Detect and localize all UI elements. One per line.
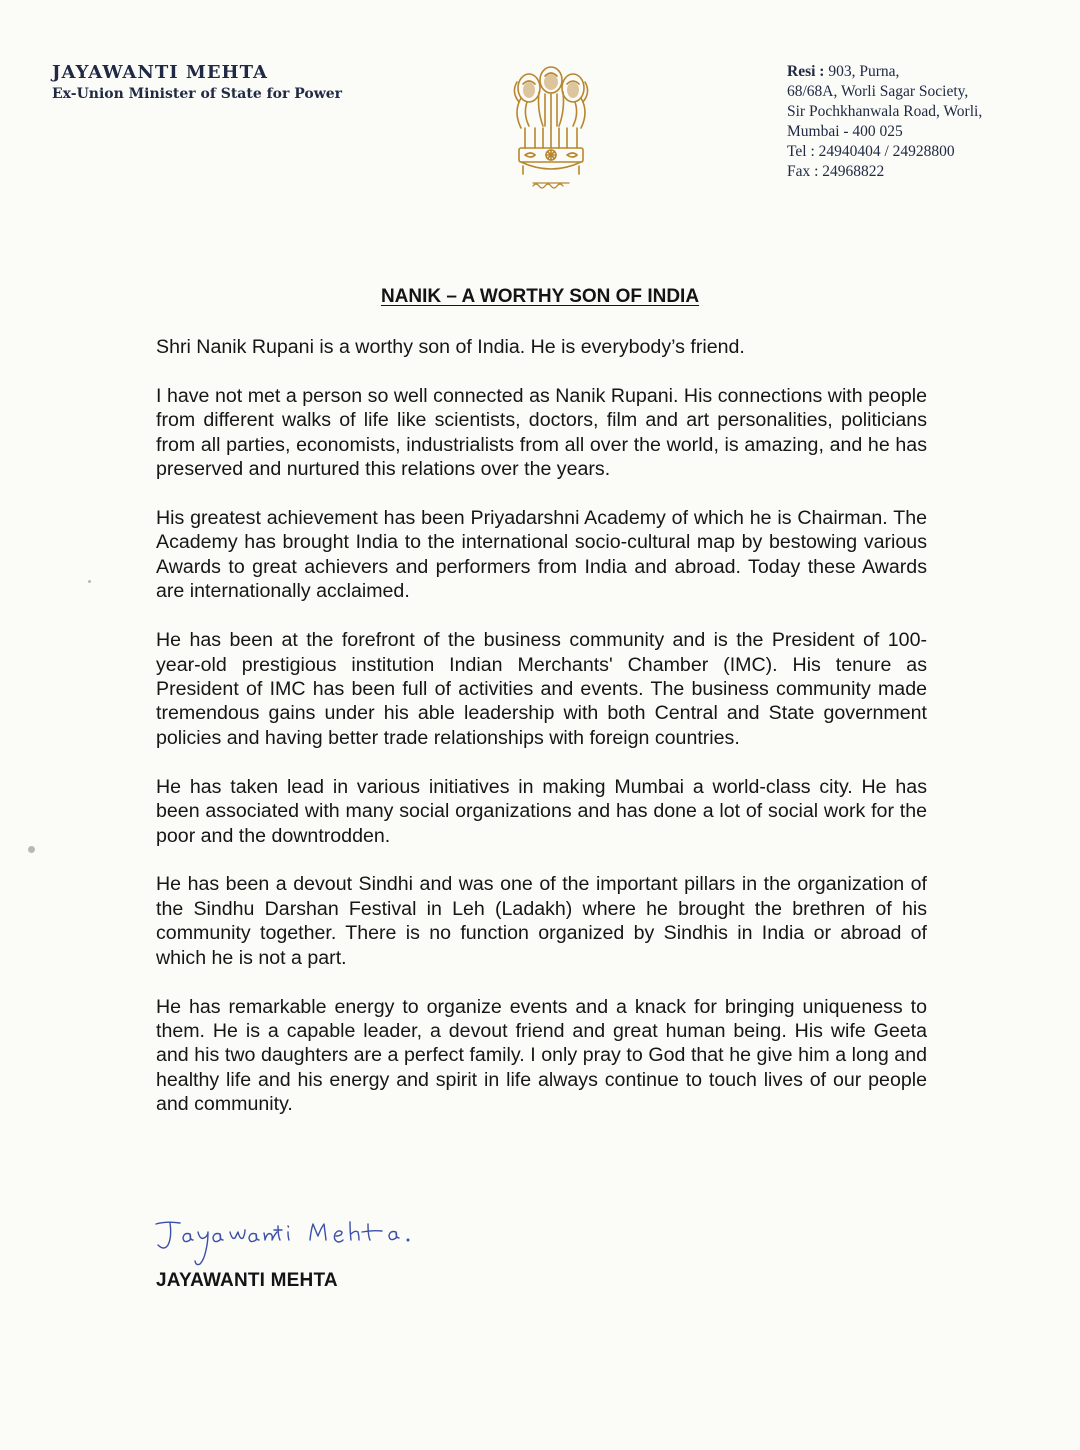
paragraph: He has taken lead in various initiatives in making Mumbai a world-class city. He has been associated with many social organizations and has done a lot of social work for the poor and the downtrodden. [156,775,927,847]
sender-name: JAYAWANTI MEHTA [52,62,268,83]
paragraph: He has been a devout Sindhi and was one of the important pillars in the organization of the Sindhu Darshan Festival in Leh (Ladakh) where he brought the brethren of his community together. There is no function organized by Sindhis in India or abroad of which he is not a part. [156,873,927,969]
letter-heading: NANIK – A WORTHY SON OF INDIA [380,286,700,307]
address-line-1 [787,62,982,82]
sender-title: Ex-Union Minister of State for Power [52,86,343,102]
address-line-4: Mumbai - 400 025 [787,123,903,140]
paper-speck [28,846,35,853]
telephone: Tel : 24940404 / 24928800 [787,143,955,160]
address-line-3: Sir Pochkhanwala Road, Worli, [787,103,983,120]
signatory-name: JAYAWANTI MEHTA [156,1270,338,1291]
state-emblem-icon [505,62,597,202]
resi-label: Resi : [787,63,825,80]
letter-body [156,335,927,1141]
fax: Fax : 24968822 [787,163,885,180]
letterhead-address [787,62,982,182]
handwritten-signature [150,1212,420,1272]
paragraph: His greatest achievement has been Priyadarshni Academy of which he is Chairman. The Academy has brought India to the international socio-cultural map by bestowing various Awards to great achievers and performers from India and abroad. Today these Awards are internationally acclaimed. [156,507,927,603]
letterhead-sender [52,62,342,104]
paragraph: I have not met a person so well connected as Nanik Rupani. His connections with people from different walks of life like scientists, doctors, film and art personalities, politicians from all parties, economists, industrialists from all over the world, is amazing, and he has preserved and nurtured this relations over the years. [156,384,927,481]
address-house: 903, Purna, [828,63,900,80]
paragraph: Shri Nanik Rupani is a worthy son of India. He is everybody’s friend. [156,336,745,358]
address-line-2: 68/68A, Worli Sagar Society, [787,83,969,100]
paper-speck [88,580,91,583]
paragraph: He has been at the forefront of the business community and is the President of 100-year-old prestigious institution Indian Merchants' Chamber (IMC). His tenure as President of IMC has been full of activities and events. The business community made tremendous gains under his able leadership with both Central and State government policies and having better trade relationships with foreign countries. [156,629,927,749]
paragraph: He has remarkable energy to organize events and a knack for bringing uniqueness to them. He is a capable leader, a devout friend and great human being. His wife Geeta and his two daughters are a perfect family. I only pray to God that he give him a long and healthy life and his energy and spirit in life always continue to touch lives of our people and community. [156,995,927,1116]
